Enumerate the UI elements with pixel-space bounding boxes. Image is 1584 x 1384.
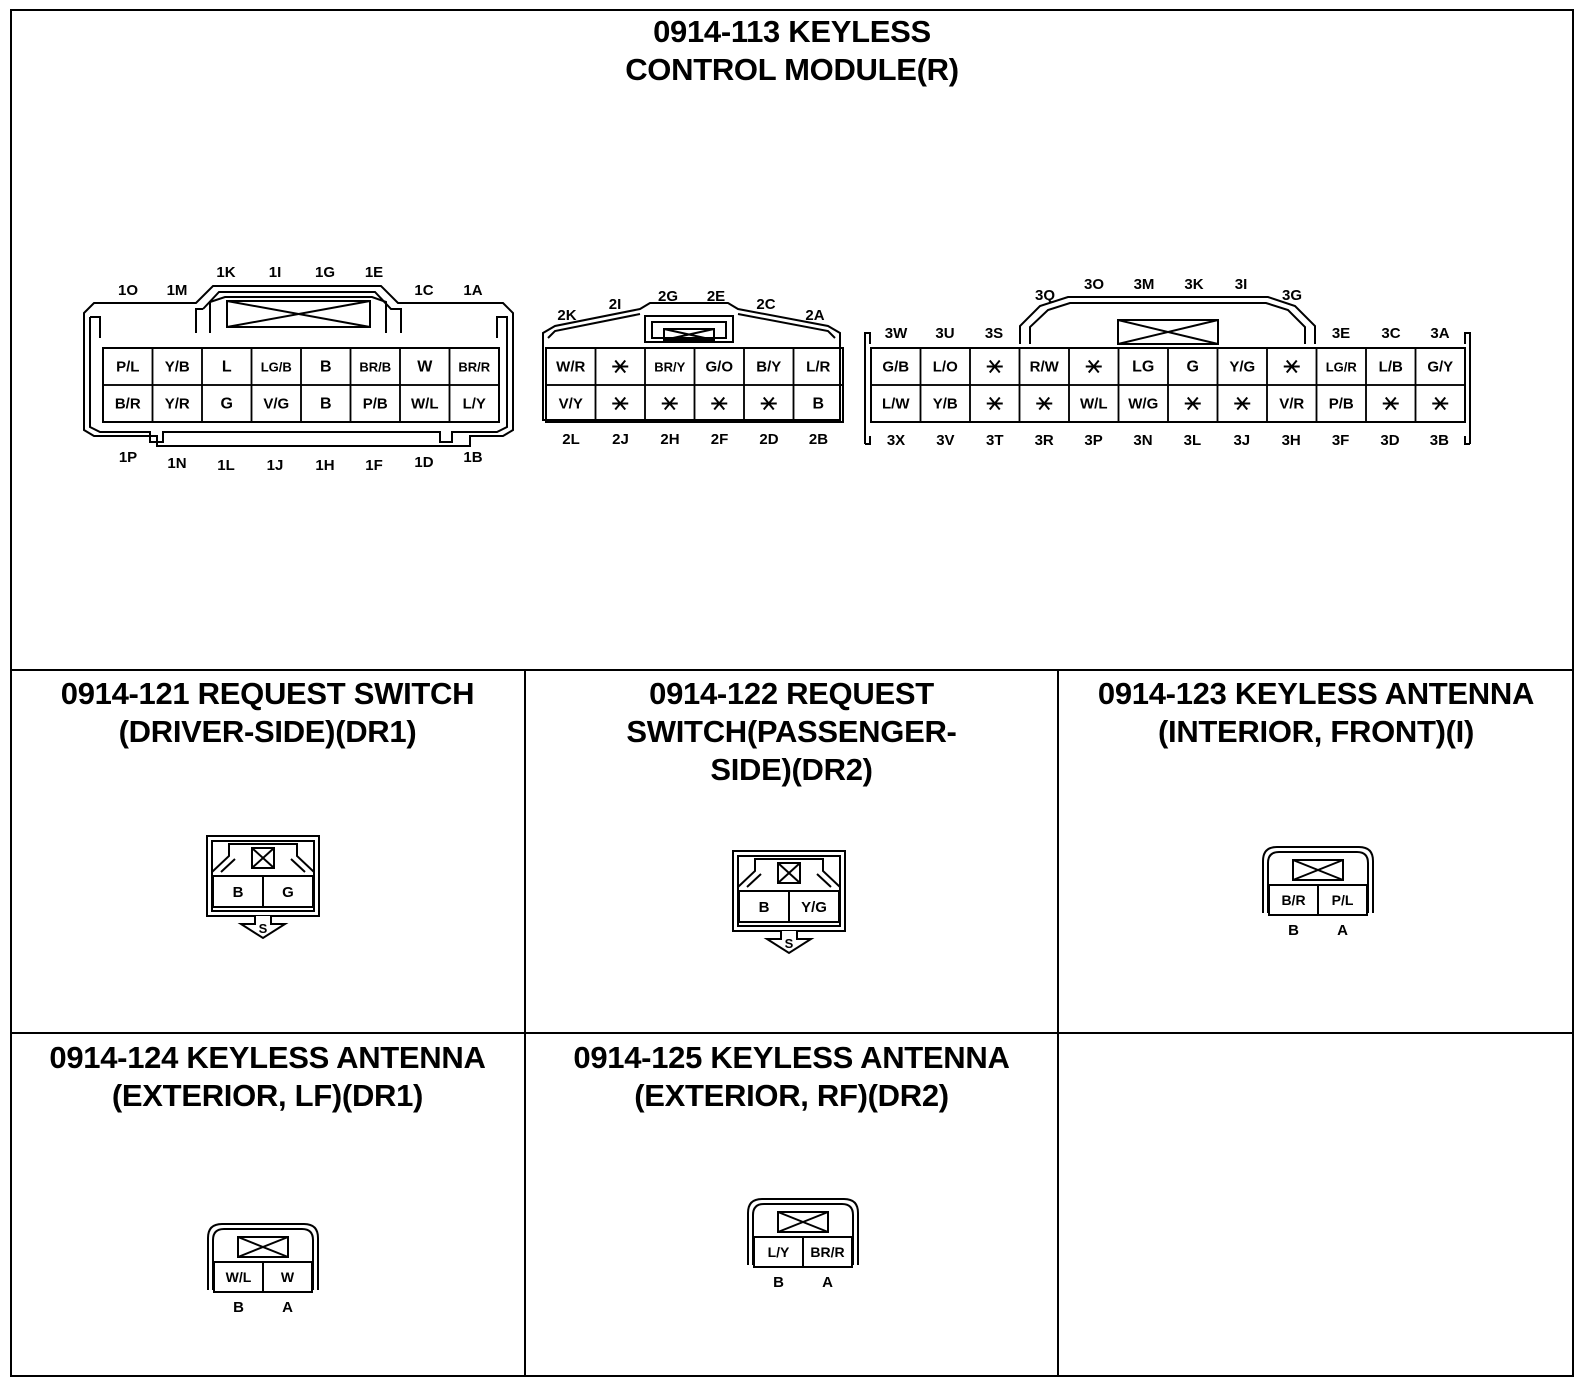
connector-3-wire-color: L/O	[932, 358, 958, 376]
panel-3-title-line-2: (INTERIOR, FRONT)(I)	[1157, 714, 1474, 749]
connector-3-top-pin-number: 3I	[1234, 276, 1248, 293]
connector-3-bottom-pin-number: 3D	[1380, 432, 1400, 449]
connector-2-wire-color: B	[812, 395, 825, 413]
connector-2-wire-color: W/R	[556, 358, 586, 376]
connector-3-wire-color: W/L	[1080, 395, 1108, 413]
connector-3-top-pin-number: 3A	[1430, 325, 1450, 342]
panel-5-connector	[748, 1199, 858, 1291]
connector-3-bottom-pin-number: 3H	[1281, 432, 1301, 449]
connector-1-wire-color: B	[319, 395, 332, 413]
connector-2-top-pin-number: 2A	[805, 307, 825, 324]
antenna-pin-wire-color: P/L	[1331, 892, 1354, 908]
antenna-pin-number: B	[1288, 922, 1299, 939]
connector-1-bottom-pin-number: 1H	[315, 457, 335, 474]
connector-3-wire-color: L/B	[1378, 358, 1403, 376]
connector-2-top-pin-number: 2E	[706, 288, 726, 305]
connector-2-bottom-pin-number: 2L	[562, 431, 580, 448]
control-module-title-line-1: 0914-113 KEYLESS	[653, 14, 931, 49]
connector-1-wire-color: V/G	[263, 395, 290, 413]
connector-3-bottom-pin-number: 3N	[1133, 432, 1153, 449]
connector-1-wire-color: L/Y	[462, 395, 486, 413]
panel-2-title-line-3: SIDE)(DR2)	[710, 752, 873, 787]
panel-3-connector	[1263, 847, 1373, 939]
antenna-pin-wire-color: L/Y	[767, 1244, 790, 1260]
connector-3-wire-color: G/B	[882, 358, 910, 376]
connector-1-wire-color: Y/R	[164, 395, 190, 413]
connector-3-top-pin-number: 3M	[1133, 276, 1155, 293]
connector-1-wire-color: G	[220, 395, 233, 413]
connector-1-wire-color: B/R	[114, 395, 141, 413]
connector-1-wire-color: W/L	[411, 395, 439, 413]
connector-3-wire-color: Y/G	[1229, 358, 1256, 376]
connector-2-top-pin-number: 2I	[608, 296, 622, 313]
panel-2-connector	[733, 851, 845, 953]
connector-3-bottom-pin-number: 3P	[1084, 432, 1103, 449]
switch-latch-inner	[747, 874, 831, 887]
connector-1-wire-color: BR/B	[359, 359, 392, 375]
connector-3-bottom-pin-number: 3J	[1233, 432, 1251, 449]
connector-1-bottom-pin-number: 1D	[414, 454, 434, 471]
connector-3-top-pin-number: 3W	[884, 325, 908, 342]
connector-1-top-pin-number: 1I	[268, 264, 282, 281]
connector-2-bottom-pin-number: 2B	[808, 431, 829, 448]
antenna-pin-number: B	[233, 1299, 244, 1316]
connector-2-bottom-pin-number: 2F	[710, 431, 729, 448]
connector-1-top-pin-number: 1A	[463, 282, 483, 299]
connector-3-top-pin-number: 3G	[1281, 287, 1303, 304]
connector-3-wire-color: V/R	[1279, 395, 1305, 413]
connector-1-bottom-pin-number: 1L	[217, 457, 235, 474]
connector-3-wire-color: L/W	[882, 395, 910, 413]
switch-latch-inner	[221, 859, 305, 872]
connector-3-bottom-pin-number: 3R	[1034, 432, 1054, 449]
panel-5-title-line-1: 0914-125 KEYLESS ANTENNA	[573, 1040, 1010, 1075]
connector-1-wire-color: B	[319, 358, 332, 376]
panel-2-title-line-2: SWITCH(PASSENGER-	[626, 714, 957, 749]
connector-1-wire-color: LG/B	[260, 359, 292, 375]
connector-1-top-pin-number: 1G	[314, 264, 336, 281]
antenna-pin-number: A	[1337, 922, 1348, 939]
panel-2-title-line-1: 0914-122 REQUEST	[649, 676, 934, 711]
connector-2-wire-color: V/Y	[558, 395, 583, 413]
switch-pin-wire-color: G	[282, 884, 294, 901]
connector-1-top-pin-number: 1E	[364, 264, 384, 281]
panel-1-connector	[207, 836, 319, 938]
connector-2-wire-color: L/R	[806, 358, 831, 376]
connector-3-top-pin-number: 3O	[1083, 276, 1105, 293]
panel-3-title-line-1: 0914-123 KEYLESS ANTENNA	[1097, 676, 1535, 711]
connector-3-bottom-pin-number: 3L	[1183, 432, 1202, 449]
connector-3-wire-color: P/B	[1328, 395, 1354, 413]
antenna-pin-number: A	[282, 1299, 293, 1316]
antenna-pin-wire-color: BR/R	[810, 1244, 845, 1260]
connector-3-top-pin-number: 3S	[984, 325, 1004, 342]
connector-1-top-pin-number: 1O	[117, 282, 139, 299]
connector-1-bottom-pin-number: 1J	[266, 457, 284, 474]
connector-2-bottom-pin-number: 2J	[612, 431, 629, 448]
switch-pin-wire-color: B	[232, 884, 244, 901]
switch-pin-wire-color: B	[758, 899, 770, 916]
antenna-pin-number: A	[822, 1274, 833, 1291]
connector-3-wire-color: W/G	[1128, 395, 1159, 413]
panel-4-title-line-2: (EXTERIOR, LF)(DR1)	[111, 1078, 424, 1113]
connector-1-bottom-pin-number: 1P	[118, 449, 138, 466]
connector-1-bottom-pin-number: 1B	[463, 449, 483, 466]
antenna-pin-wire-color: W/L	[225, 1269, 252, 1285]
connector-2-bottom-pin-number: 2H	[660, 431, 680, 448]
shield-mark: S	[784, 936, 794, 951]
connector-3-wire-color: G	[1186, 358, 1199, 376]
connector-1-wire-color: P/B	[362, 395, 388, 413]
antenna-pin-number: B	[773, 1274, 784, 1291]
switch-pin-wire-color: Y/G	[801, 899, 827, 916]
connector-1-bottom-pin-number: 1F	[365, 457, 383, 474]
connector-3-top-pin-number: 3K	[1184, 276, 1204, 293]
connector-1-wire-color: BR/R	[458, 359, 491, 375]
connector-3-bottom-pin-number: 3F	[1331, 432, 1350, 449]
connector-3-bottom-pin-number: 3B	[1429, 432, 1449, 449]
panel-4-title-line-1: 0914-124 KEYLESS ANTENNA	[49, 1040, 486, 1075]
shield-mark: S	[258, 921, 268, 936]
connector-1-wire-color: L	[221, 358, 232, 376]
antenna-pin-wire-color: W	[280, 1269, 295, 1285]
antenna-pin-wire-color: B/R	[1281, 892, 1306, 908]
connector-2-wire-color: B/Y	[756, 358, 782, 376]
panel-5-title-line-2: (EXTERIOR, RF)(DR2)	[634, 1078, 949, 1113]
connector-1-bottom-pin-number: 1N	[167, 455, 187, 472]
panel-4-connector	[208, 1224, 318, 1316]
connector-1-wire-color: Y/B	[164, 358, 190, 376]
connector-2-top-pin-number: 2G	[657, 288, 679, 305]
control-module-title-line-2: CONTROL MODULE(R)	[625, 52, 959, 87]
connector-2-top-pin-number: 2C	[756, 296, 776, 313]
connector-2-top-pin-number: 2K	[557, 307, 577, 324]
connector-3-wire-color: G/Y	[1427, 358, 1454, 376]
panel-1-title-line-1: 0914-121 REQUEST SWITCH	[60, 676, 475, 711]
connector-1-top-pin-number: 1C	[414, 282, 434, 299]
panel-1-title-line-2: (DRIVER-SIDE)(DR1)	[118, 714, 417, 749]
connector-1-wire-color: W	[417, 358, 433, 376]
connector-3-wire-color: R/W	[1029, 358, 1059, 376]
connector-2-wire-color: G/O	[705, 358, 734, 376]
connector-3-top-pin-number: 3Q	[1034, 287, 1056, 304]
connector-2-wire-color: BR/Y	[654, 359, 686, 375]
connector-1-wire-color: P/L	[116, 358, 140, 376]
connector-3-bottom-pin-number: 3V	[936, 432, 955, 449]
connector-3-top-pin-number: 3E	[1331, 325, 1351, 342]
connector-1-top-pin-number: 1M	[166, 282, 188, 299]
connector-3-wire-color: LG/R	[1325, 359, 1357, 375]
connector-3-wire-color: LG	[1132, 358, 1155, 376]
connector-2-bottom-pin-number: 2D	[759, 431, 779, 448]
connector-1-top-pin-number: 1K	[216, 264, 236, 281]
connector-3-top-pin-number: 3C	[1381, 325, 1401, 342]
connector-3-top-pin-number: 3U	[935, 325, 955, 342]
connector-3-bottom-pin-number: 3X	[886, 432, 906, 449]
connector-3-wire-color: Y/B	[932, 395, 958, 413]
connector-3-bottom-pin-number: 3T	[986, 432, 1004, 449]
